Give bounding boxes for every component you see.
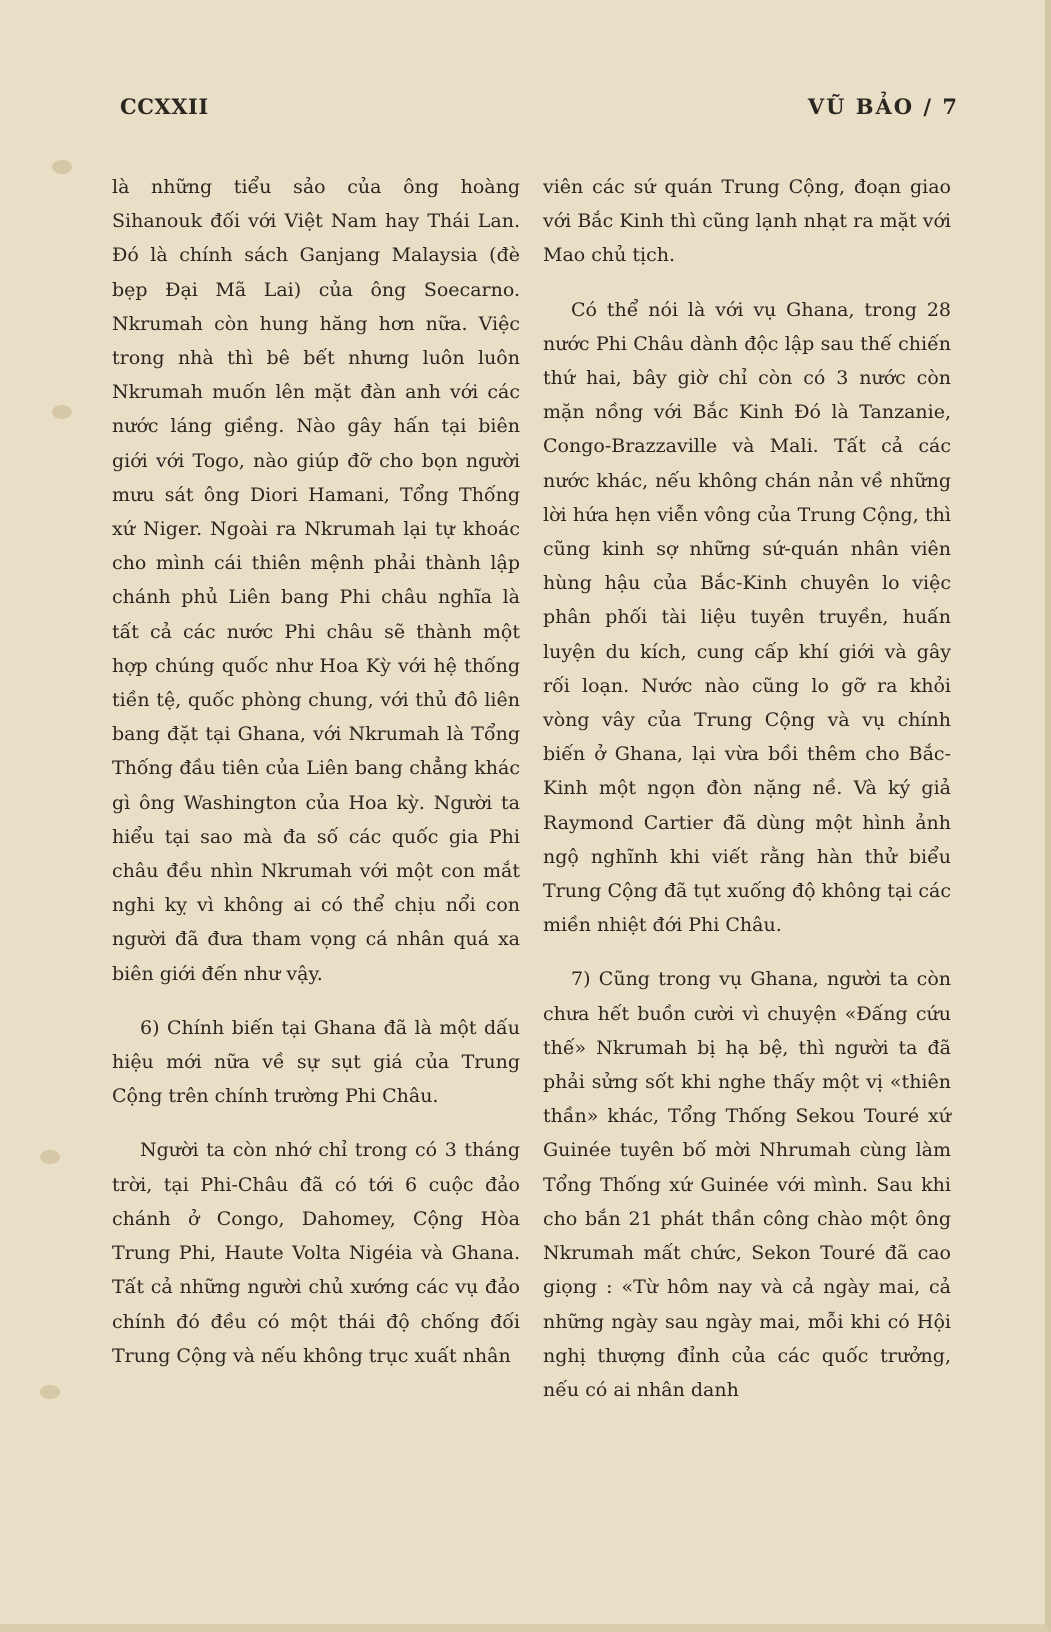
- paragraph: Có thể nói là với vụ Ghana, trong 28 nước Phi Châu dành độc lập sau thế chiến thứ hai, bây giờ chỉ còn có 3 nước còn mặn nồng với Bắc Kinh Đó là Tanzanie, Congo-Brazzaville và Mali. Tất cả các nước khác, nếu không chán nản về những lời hứa hẹn viễn vông của Trung Cộng, thì cũng kinh sợ những sứ-quán nhân viên hùng hậu của Bắc-Kinh chuyên lo việc phân phối tài liệu tuyên truyền, huấn luyện du kích, cung cấp khí giới và gây rối loạn. Nước nào cũng lo gỡ ra khỏi vòng vây của Trung Cộng và vụ chính biến ở Ghana, lại vừa bồi thêm cho Bắc-Kinh một ngọn đòn nặng nề. Và ký giả Raymond Cartier đã dùng một hình ảnh ngộ nghĩnh khi viết rằng hàn thử biểu Trung Cộng đã tụt xuống độ không tại các miền nhiệt đới Phi Châu.: [543, 298, 951, 937]
- running-title: VŨ BẢO / 7: [807, 94, 959, 119]
- paragraph: Người ta còn nhớ chỉ trong có 3 tháng trời, tại Phi-Châu đã có tới 6 cuộc đảo chánh ở Congo, Dahomey, Cộng Hòa Trung Phi, Haute Volta Nigéia và Ghana. Tất cả những người chủ xướng các vụ đảo chính đó đều có một thái độ chống đối Trung Cộng và nếu không trục xuất nhân: [112, 1139, 520, 1367]
- binding-hole-1: [52, 160, 72, 174]
- page-header: [120, 94, 959, 126]
- paragraph: 7) Cũng trong vụ Ghana, người ta còn chưa hết buồn cười vì chuyện «Đấng cứu thế» Nkrumah bị hạ bệ, thì người ta đã phải sửng sốt khi nghe thấy một vị «thiên thần» khác, Tổng Thống Sekou Touré xứ Guinée tuyên bố mời Nhrumah cùng làm Tổng Thống xứ Guinée với mình. Sau khi cho bắn 21 phát thần công chào một ông Nkrumah mất chức, Sekon Touré đã cao giọng : «Từ hôm nay và cả ngày mai, cả những ngày sau ngày mai, mỗi khi có Hội nghị thượng đỉnh của các quốc trưởng, nếu có ai nhân danh: [543, 968, 951, 1401]
- paragraph: là những tiểu sảo của ông hoàng Sihanouk đối với Việt Nam hay Thái Lan. Đó là chính sách Ganjang Malaysia (đè bẹp Đại Mã Lai) của ông Soecarno. Nkrumah còn hung hăng hơn nữa. Việc trong nhà thì bê bết nhưng luôn luôn Nkrumah muốn lên mặt đàn anh với các nước láng giềng. Nào gây hấn tại biên giới với Togo, nào giúp đỡ cho bọn người mưu sát ông Diori Hamani, Tổng Thống xứ Niger. Ngoài ra Nkrumah lại tự khoác cho mình cái thiên mệnh phải thành lập chánh phủ Liên bang Phi châu nghĩa là tất cả các nước Phi châu sẽ thành một hợp chúng quốc như Hoa Kỳ với hệ thống tiền tệ, quốc phòng chung, với thủ đô liên bang đặt tại Ghana, với Nkrumah là Tổng Thống đầu tiên của Liên bang chẳng khác gì ông Washington của Hoa kỳ. Người ta hiểu tại sao mà đa số các quốc gia Phi châu đều nhìn Nkrumah với một con mắt nghi kỵ vì không ai có thể chịu nổi con người đã đưa tham vọng cá nhân quá xa biên giới đến như vậy.: [112, 176, 520, 985]
- left-column: [112, 170, 520, 1393]
- binding-hole-3: [40, 1150, 60, 1164]
- binding-hole-4: [40, 1385, 60, 1399]
- paragraph: viên các sứ quán Trung Cộng, đoạn giao với Bắc Kinh thì cũng lạnh nhạt ra mặt với Mao chủ tịch.: [543, 176, 951, 267]
- section-number: CCXXII: [120, 94, 209, 119]
- paragraph: 6) Chính biến tại Ghana đã là một dấu hiệu mới nữa về sự sụt giá của Trung Cộng trên chính trường Phi Châu.: [112, 1016, 520, 1108]
- binding-hole-2: [52, 405, 72, 419]
- right-column: [543, 170, 951, 1427]
